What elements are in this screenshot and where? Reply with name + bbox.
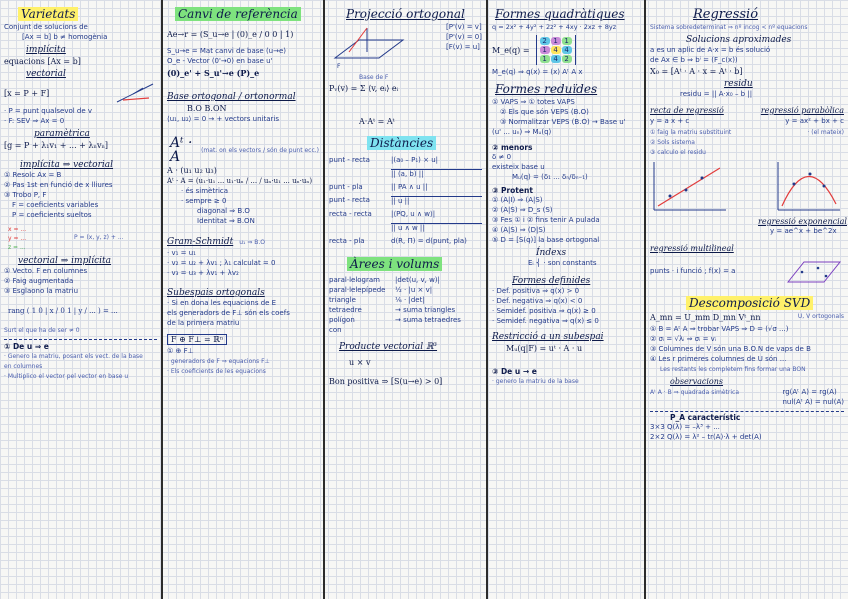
subheading-regressio-multilineal: regressió multilineal <box>650 244 734 253</box>
matrix-cell: 4 <box>551 46 561 54</box>
subheading-producte-vectorial: Producte vectorial ℝ³ <box>339 342 438 352</box>
subheading-base: Base ortogonal / ortonormal <box>167 92 296 102</box>
linear-regression-sketch <box>650 158 730 214</box>
step: ② menors <box>492 143 533 152</box>
text: · v₃ = u₃ + λv₁ + λv₂ <box>167 269 239 277</box>
formula: d(R, Π) = d(punt, pla) <box>391 237 467 245</box>
plane-projection-sketch <box>329 22 407 72</box>
text: · Si en dona les equacions de E <box>167 299 277 307</box>
label: triangle <box>329 296 356 304</box>
svg-text:z = ...: z = ... <box>8 244 26 251</box>
formula: A·Aᵗ = Aᵗ <box>359 117 395 126</box>
formula: → suma triangles <box>395 306 456 314</box>
subheading-regressio-parabolica: regressió parabòlica <box>760 106 844 115</box>
section-title-arees-volums: Àrees i volums <box>347 257 442 271</box>
label: recta - recta <box>329 210 372 218</box>
step: ① Resolc Ax = B <box>4 171 62 179</box>
text: Aᵗ A · B ⇒ quadrada simètrica <box>650 389 739 396</box>
formula: [P'(v) = v] <box>446 23 482 31</box>
subheading-solucions: Solucions aproximades <box>686 35 792 45</box>
text: ① ⊕ F⊥ <box>167 347 194 355</box>
matrix-cell: 2 <box>562 55 572 63</box>
text: · Def. positiva ⇒ q(x) > 0 <box>492 287 580 295</box>
label: polígon <box>329 316 355 324</box>
subheading-indexs: Índexs <box>536 248 567 258</box>
formula: A_mn = U_mm D_mn Vᵗ_nn <box>650 313 761 322</box>
subheading-regressio-exponencial: regressió exponencial <box>758 217 847 226</box>
formula: F ⊕ F⊥ = ℝⁿ <box>167 334 319 345</box>
formula: Aᵗ · A = (u₁·u₁ ... u₁·uₙ / ... / uₙ·u₁ ... uₙ·uₙ) <box>167 177 313 185</box>
section-title-projeccio: Projecció ortogonal <box>346 7 465 21</box>
step: ① Vecto. F en columnes <box>4 267 88 275</box>
note: (mat. on els vectors / són de punt ecc.) <box>201 146 319 154</box>
note: u₁ ⇒ B.O <box>239 239 266 246</box>
matrix-cell: 4 <box>551 55 561 63</box>
step: ③ Fes ① i ② fins tenir A pulada <box>492 216 600 224</box>
example-sketch <box>4 221 154 253</box>
step: ④ (A|S) ⇒ (D|S) <box>492 226 546 234</box>
text: · Genero la matriu, posant els vect. de la base <box>4 353 143 360</box>
matrix-cell: 1 <box>562 37 572 45</box>
formula: A · (u₁ u₂ u₃) <box>167 166 217 175</box>
text: · Semidef. negativa ⇒ q(x) ≤ 0 <box>492 317 599 325</box>
vector-sketch <box>113 80 157 106</box>
step: ② Pas 1st en funció de x lliures <box>4 181 113 189</box>
svg-text:P = (x, y, z) + ...: P = (x, y, z) + ... <box>74 234 124 241</box>
svg-text:x = ...: x = ... <box>8 226 27 233</box>
text: · v₁ = u₁ <box>167 249 196 257</box>
text: [Ax = b] b ≠ homogènia <box>22 33 108 41</box>
section-title-varietats: Varietats <box>18 7 78 21</box>
formula: nul(Aᵗ A) = nul(A) <box>782 398 844 406</box>
matrix-cell: 2 <box>540 37 550 45</box>
formula: [x = P + F] <box>4 88 50 98</box>
formula: Mᵤ(q) = (δ₁ ... δₙ/δₙ₋₁) <box>512 173 588 181</box>
formula: |⟨PQ, u ∧ w⟩| <box>391 210 436 218</box>
text: · Multiplico el vector pel vector en base u <box>4 373 129 380</box>
text: · sempre ≥ 0 <box>181 197 227 205</box>
section-title-formes-quadratiques: Formes quadràtiques <box>495 7 625 21</box>
text: O_e - Vector (0'→0) en base u' <box>167 57 273 65</box>
text: · Els coeficients de les equacions <box>167 368 266 375</box>
formula: || u ∧ w || <box>391 223 482 233</box>
step: ② Els que són VEPS (B.O) <box>500 108 589 116</box>
label: punt - recta <box>329 196 370 204</box>
text: U, V ortogonals <box>797 313 844 320</box>
formula: B.O B.ON <box>187 104 227 113</box>
label: con <box>329 326 342 334</box>
subheading-vectorial-implicita: vectorial ⇒ implícita <box>18 256 112 266</box>
text: Base de F <box>359 74 389 81</box>
step: ③ Trobo P, F <box>4 191 47 199</box>
step: ① VAPS ⇒ ① totes VAPS <box>492 98 575 106</box>
formula: (0)_e' + S_u'→e (P)_e <box>167 68 260 78</box>
formula: ⅙ · |det| <box>395 296 425 304</box>
formula: y = ax² + bx + c <box>785 117 844 125</box>
text: existeix base u <box>492 163 545 171</box>
formula: 3×3 Q(λ) = –λ³ + ... <box>650 423 720 431</box>
step: ① faig la matriu substituint <box>650 129 732 136</box>
text: Eᵢ ⎨ · son constants <box>528 259 597 267</box>
formula: rg(Aᵗ A) = rg(A) <box>782 388 837 396</box>
step: ① B = Aᵗ A ⇒ trobar VAPS ⇒ D = (√σ ...) <box>650 325 789 333</box>
text: de la primera matriu <box>167 319 240 327</box>
step: ① De u ⇒ e <box>4 342 49 351</box>
formula: |det(u, v, w)| <box>395 276 440 284</box>
text: Conjunt de solucions de <box>4 23 88 31</box>
section-title-canvi-referencia: Canvi de referència <box>175 7 301 21</box>
text: en columnes <box>4 363 43 370</box>
text: Les restants les completem fins formar una BON <box>660 366 806 373</box>
text: · genero la matriu de la base <box>492 378 579 385</box>
formula: y = ae^x + be^2x <box>770 227 837 235</box>
label: paral·lelogram <box>329 276 380 284</box>
section-title-formes-reduides: Formes reduïdes <box>495 82 598 96</box>
step: ③ Esglaono la matriu <box>4 287 79 295</box>
subheading-gram-schmidt: Gram-Schmidt <box>167 237 234 247</box>
formula: → suma tetraedres <box>395 316 461 324</box>
subheading-polinomi-caracteristic: P_A característic <box>670 413 741 422</box>
step: ④ Les r primeres columnes de U són ... <box>650 355 787 363</box>
formula: Pᵥ(v) = Σ ⟨v, eᵢ⟩ eᵢ <box>329 84 399 93</box>
svg-text:y = ...: y = ... <box>8 235 27 242</box>
subheading-recta-regressio: recta de regressió <box>650 106 724 115</box>
step: ② Sols sistema <box>650 139 695 146</box>
step: ⑤ D = [S(q)] la base ortogonal <box>492 236 600 244</box>
coefficient-matrix <box>536 35 576 65</box>
matrix-cell: 1 <box>540 55 550 63</box>
step: ② (A|S) ⇒ D_s (S) <box>492 206 553 214</box>
text: de Ax ∈ b ⇒ bⁱ = (F_c(x)) <box>650 56 738 64</box>
formula: y = a x + c <box>650 117 690 125</box>
svg-text:F: F <box>337 63 341 70</box>
step: ③ Columnes de V són una B.O.N de vaps de B <box>650 345 811 353</box>
text: S_u→e = Mat canvi de base (u→e) <box>167 47 287 55</box>
column-regressio <box>646 0 848 599</box>
text: · és simètrica <box>181 187 229 195</box>
text: Surt el que ha de ser ≠ 0 <box>4 327 80 334</box>
step: ② σᵢ = √λᵢ ⇒ σᵢ = vᵢ <box>650 335 717 343</box>
formula: |(a₀ – P₁) × u| <box>391 156 439 164</box>
section-title-distancies: Distàncies <box>367 136 436 150</box>
subheading-subespais: Subespais ortogonals <box>167 288 265 298</box>
text: ⟨u₁, u₂⟩ = 0 → + vectors unitaris <box>167 115 279 123</box>
step: ③ calculo el residu <box>650 149 706 156</box>
subheading-residu: residu <box>724 79 753 89</box>
formula: || (a, b) || <box>391 169 482 179</box>
label: paral·lelepípede <box>329 286 386 294</box>
formula: Ae→r = (S_u→e | (0)_e / 0 0 | 1) <box>167 30 294 39</box>
formula: Mᵤ(q|F) = uᵗ · A · u <box>506 344 583 353</box>
subheading-parametrica: paramètrica <box>34 129 90 139</box>
text: diagonal ⇒ B.O <box>197 207 250 215</box>
text: · P = punt qualsevol de v <box>4 107 93 115</box>
matrix-cell: 4 <box>562 46 572 54</box>
text: · (el mateix) <box>807 129 844 136</box>
text: a es un aplic de A·x = b és solució <box>650 46 771 54</box>
parabolic-regression-sketch <box>774 158 844 214</box>
text: F = coeficients variables <box>12 201 99 209</box>
label: recta - pla <box>329 237 365 245</box>
subheading-ata: Aᵗ · A <box>170 135 193 165</box>
index-note: son constants <box>547 259 597 267</box>
text: · v₂ = u₂ + λv₁ ; λ₁ calculat = 0 <box>167 259 276 267</box>
formula: Bon positiva ⇒ [S(u→e) > 0] <box>329 377 443 386</box>
formula: || u || <box>391 196 482 206</box>
text: · F: SEV ⇒ Ax = 0 <box>4 117 65 125</box>
subheading-implicita-vectorial: implícita ⇒ vectorial <box>20 160 114 170</box>
formula: [P'(v) = 0] <box>446 33 482 41</box>
text: · generadors de F ⇒ equacions F⊥ <box>167 358 270 365</box>
formula: δ ≠ 0 <box>492 153 512 161</box>
text: Identitat ⇒ B.ON <box>197 217 255 225</box>
svg-text:rang ( 1 0 | x / 0 1 | y / ...: rang ( 1 0 | x / 0 1 | y / ... ) = ... <box>8 307 118 315</box>
formula: [g = P + λ₁v₁ + ... + λₙvₙ] <box>4 141 109 150</box>
label: M_e(q) = <box>492 45 530 55</box>
text: · Semidef. positiva ⇒ q(x) ≥ 0 <box>492 307 596 315</box>
column-projeccio <box>325 0 486 599</box>
step: ② Faig augmentada <box>4 277 74 285</box>
multilinear-regression-sketch <box>784 254 844 288</box>
step: ③ De u → e <box>492 367 537 376</box>
text: P = coeficients sueltos <box>12 211 92 219</box>
label: punt - recta <box>329 156 370 164</box>
formula: || PA ∧ u || <box>391 183 428 191</box>
formula: 2×2 Q(λ) = λ² – tr(A)·λ + det(A) <box>650 433 762 441</box>
step: ③ Protent <box>492 186 533 195</box>
subheading-formes-definides: Formes definides <box>512 276 591 286</box>
formula: u × v <box>349 358 371 367</box>
text: · Def. negativa ⇒ q(x) < 0 <box>492 297 583 305</box>
column-varietats <box>0 0 161 599</box>
formula: M_e(q) ⇒ q(x) = (x) Aᵗ A x <box>492 68 583 76</box>
label: tetraedre <box>329 306 362 314</box>
subheading-restriccio: Restricció a un subespai <box>492 332 604 342</box>
text: Sistema sobredeterminat ⇒ nº incog < nº equacions <box>650 24 808 31</box>
text: punts · i funció ; f(x) = a <box>650 266 736 275</box>
section-title-regressio: Regressió <box>693 7 759 22</box>
column-canvi-referencia <box>163 0 323 599</box>
subheading-vectorial: vectorial <box>26 69 66 79</box>
subheading-observacions: observacions <box>670 377 724 386</box>
formula: equacions [Ax = b] <box>4 57 81 66</box>
formula: [F(v) = u] <box>446 43 480 51</box>
matrix-cell: 1 <box>551 37 561 45</box>
formula: residu = || A·x₀ – b || <box>680 90 753 98</box>
section-title-svd: Descomposició SVD <box>686 296 813 310</box>
formula: q = 2x² + 4y² + 2z² + 4xy · 2xz + 8yz <box>492 23 617 31</box>
formula: ½ · |u × v| <box>395 286 433 294</box>
formula: (u' ... uₙ) ⇒ Mᵤ(q) <box>492 128 552 136</box>
text: els generadors de F⊥ són els coefs <box>167 309 290 317</box>
step: ① (A|I) ⇒ (A|S) <box>492 196 543 204</box>
column-formes-quadratiques <box>488 0 644 599</box>
step: ③ Normalitzar VEPS (B.O) → Base u' <box>500 118 626 126</box>
matrix-sketch <box>4 297 154 325</box>
subheading-implicita: implícita <box>26 45 66 55</box>
matrix-cell: 1 <box>540 46 550 54</box>
formula: X₀ = [Aᵗ · A · x = Aᵗ · b] <box>650 67 743 76</box>
label: punt - pla <box>329 183 363 191</box>
